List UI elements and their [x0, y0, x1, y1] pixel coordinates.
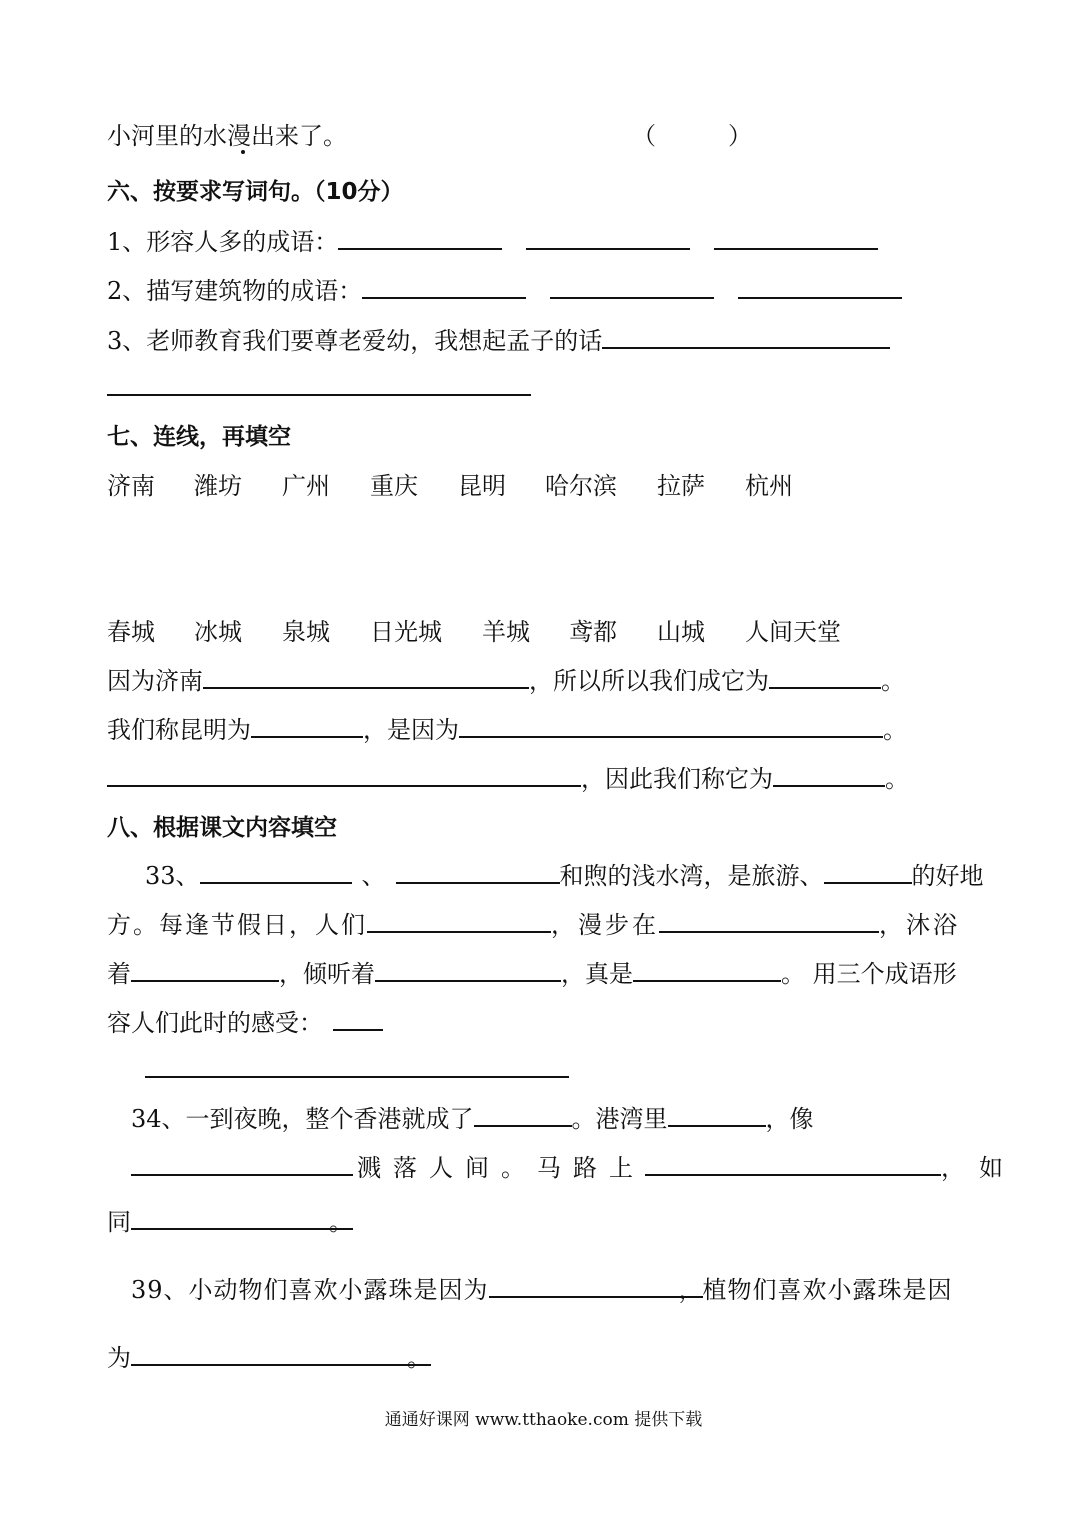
page-footer: 通通好课网 www.tthaoke.com 提供下载 [384, 1410, 703, 1430]
q33-line-2: 方。每逢节假日，人们 ，漫步在 ，沐浴 [107, 911, 960, 939]
nickname-item[interactable]: 山城 [657, 618, 705, 646]
answer-blank[interactable] [107, 372, 531, 396]
answer-blank[interactable] [362, 275, 526, 299]
s6-question-3-continued [107, 372, 531, 404]
city-item[interactable]: 哈尔滨 [545, 472, 617, 500]
answer-blank[interactable] [526, 226, 690, 250]
answer-blank[interactable] [659, 909, 879, 933]
answer-blank: 。 [329, 1208, 353, 1236]
answer-blank[interactable] [602, 325, 890, 349]
answer-blank[interactable] [474, 1103, 572, 1127]
nickname-item[interactable]: 羊城 [482, 618, 530, 646]
q34-line-3: 同 。 [107, 1208, 353, 1236]
nickname-item[interactable]: 冰城 [194, 618, 242, 646]
nickname-item[interactable]: 日光城 [370, 618, 442, 646]
nickname-item[interactable]: 鸢都 [569, 618, 617, 646]
answer-blank[interactable] [131, 1206, 331, 1230]
answer-blank[interactable] [668, 1103, 766, 1127]
answer-blank[interactable] [396, 860, 560, 884]
q33-line-3: 着 ，倾听着 ，真是 。 用三个成语形 [107, 960, 957, 988]
nickname-item[interactable]: 泉城 [282, 618, 330, 646]
section-8-title: 八、根据课文内容填空 [107, 815, 337, 841]
answer-blank[interactable] [367, 909, 551, 933]
question-line: 小河里的水漫出来了。 [107, 122, 347, 150]
city-item[interactable]: 广州 [282, 472, 330, 500]
answer-blank[interactable] [131, 1152, 353, 1176]
answer-blank[interactable] [203, 665, 529, 689]
answer-blank[interactable]: 。 [131, 1342, 431, 1366]
nickname-item[interactable]: 春城 [107, 618, 155, 646]
answer-blank[interactable] [773, 763, 885, 787]
answer-blank[interactable] [769, 665, 881, 689]
city-item[interactable]: 济南 [107, 472, 155, 500]
q33-line-4: 容人们此时的感受： [107, 1007, 383, 1039]
answer-blank[interactable] [645, 1152, 941, 1176]
city-item[interactable]: 重庆 [370, 472, 418, 500]
answer-blank[interactable] [459, 714, 883, 738]
answer-blank[interactable] [251, 714, 363, 738]
answer-blank[interactable] [107, 763, 581, 787]
section-6-title: 六、按要求写词句。（10分） [107, 179, 404, 205]
q33-line-1: 33、 、 和煦的浅水湾，是旅游、 的好地 [145, 862, 984, 890]
fill-line-kunming: 我们称昆明为 ，是因为 。 [107, 716, 907, 744]
fill-line-jinan: 因为济南 ，所以所以我们成它为 。 [107, 667, 905, 695]
s6-question-3: 3、老师教育我们要尊老爱幼，我想起孟子的话 [107, 325, 890, 357]
answer-blank[interactable] [131, 958, 279, 982]
answer-parentheses[interactable]: （ ） [632, 122, 752, 150]
answer-blank[interactable] [738, 275, 902, 299]
answer-blank[interactable] [824, 860, 912, 884]
q39-line-1: 39、小动物们喜欢小露珠是因为 ， 植物们喜欢小露珠是因 [131, 1276, 953, 1304]
emphasis-dot [241, 150, 245, 154]
answer-blank[interactable] [145, 1054, 569, 1078]
fill-line-choice: ，因此我们称它为 。 [107, 763, 909, 795]
city-item[interactable]: 杭州 [745, 472, 793, 500]
answer-blank[interactable] [333, 1007, 383, 1031]
nickname-item[interactable]: 人间天堂 [745, 618, 841, 646]
section-7-title: 七、连线，再填空 [107, 424, 291, 450]
city-item[interactable]: 昆明 [458, 472, 506, 500]
answer-blank[interactable] [550, 275, 714, 299]
answer-blank[interactable] [200, 860, 352, 884]
city-item[interactable]: 潍坊 [194, 472, 242, 500]
answer-blank[interactable] [714, 226, 878, 250]
q39-line-2: 为 。 [107, 1344, 431, 1372]
answer-blank[interactable] [633, 958, 781, 982]
s6-question-1: 1、形容人多的成语： [107, 226, 878, 258]
s6-question-2: 2、描写建筑物的成语： [107, 275, 902, 307]
q34-line-1: 34、一到夜晚，整个香港就成了 。港湾里 ，像 [131, 1105, 814, 1133]
q34-line-2: 溅落人间。马路上 ，如 [131, 1152, 1017, 1184]
q33-line-5 [145, 1054, 569, 1086]
city-item[interactable]: 拉萨 [657, 472, 705, 500]
answer-blank[interactable] [338, 226, 502, 250]
answer-blank[interactable] [375, 958, 561, 982]
answer-blank[interactable]: ， [489, 1274, 703, 1298]
